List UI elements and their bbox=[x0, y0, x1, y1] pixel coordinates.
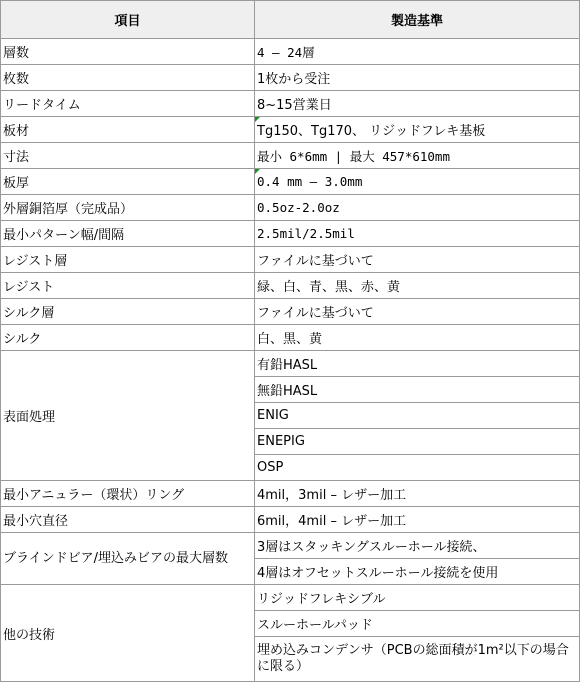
table-row bbox=[1, 481, 580, 507]
table-row bbox=[1, 299, 580, 325]
table-header-row bbox=[1, 1, 580, 39]
table-row bbox=[1, 143, 580, 169]
value-cell: 白、黒、黄 bbox=[255, 325, 580, 351]
table-row bbox=[1, 91, 580, 117]
value-cell: 8~15営業日 bbox=[255, 91, 580, 117]
value-cell: 埋め込みコンデンサ（PCBの総面積が1m²以下の場合に限る） bbox=[255, 637, 580, 682]
table-row bbox=[1, 65, 580, 91]
value-cell: 0.4 mm – 3.0mm bbox=[255, 169, 580, 195]
value-cell: 6mil，4mil – レザー加工 bbox=[255, 507, 580, 533]
value-cell: 緑、白、青、黒、赤、黄 bbox=[255, 273, 580, 299]
value-cell: ファイルに基づいて bbox=[255, 299, 580, 325]
table-row bbox=[1, 325, 580, 351]
value-cell: 2.5mil/2.5mil bbox=[255, 221, 580, 247]
item-cell: レジスト bbox=[1, 273, 255, 299]
table-row bbox=[1, 221, 580, 247]
value-cell: 最小 6*6mm | 最大 457*610mm bbox=[255, 143, 580, 169]
item-cell: 寸法 bbox=[1, 143, 255, 169]
value-cell: 有鉛HASL bbox=[255, 351, 580, 377]
value-cell: ファイルに基づいて bbox=[255, 247, 580, 273]
item-cell: 他の技術 bbox=[1, 585, 255, 682]
item-cell: レジスト層 bbox=[1, 247, 255, 273]
value-cell: リジッドフレキシブル bbox=[255, 585, 580, 611]
value-cell: 4層はオフセットスルーホール接続を使用 bbox=[255, 559, 580, 585]
table-row bbox=[1, 117, 580, 143]
table-row bbox=[1, 351, 580, 377]
table-row bbox=[1, 507, 580, 533]
value-cell: ENIG bbox=[255, 403, 580, 429]
item-cell: シルク bbox=[1, 325, 255, 351]
item-cell: ブラインドビア/埋込みビアの最大層数 bbox=[1, 533, 255, 585]
value-cell: ENEPIG bbox=[255, 429, 580, 455]
value-cell: 1枚から受注 bbox=[255, 65, 580, 91]
value-cell: 4 – 24層 bbox=[255, 39, 580, 65]
value-cell: スルーホールパッド bbox=[255, 611, 580, 637]
column-header-item: 項目 bbox=[1, 1, 255, 39]
item-cell: 外層銅箔厚（完成品） bbox=[1, 195, 255, 221]
value-cell: 0.5oz-2.0oz bbox=[255, 195, 580, 221]
item-cell: 板厚 bbox=[1, 169, 255, 195]
table-row bbox=[1, 273, 580, 299]
value-cell: 無鉛HASL bbox=[255, 377, 580, 403]
table-row bbox=[1, 169, 580, 195]
item-cell: 枚数 bbox=[1, 65, 255, 91]
table-row bbox=[1, 533, 580, 559]
item-cell: 板材 bbox=[1, 117, 255, 143]
item-cell: シルク層 bbox=[1, 299, 255, 325]
item-cell: 最小穴直径 bbox=[1, 507, 255, 533]
column-header-standard: 製造基準 bbox=[255, 1, 580, 39]
item-cell: 表面処理 bbox=[1, 351, 255, 481]
item-cell: リードタイム bbox=[1, 91, 255, 117]
table-row bbox=[1, 585, 580, 611]
table-row bbox=[1, 195, 580, 221]
table-row bbox=[1, 39, 580, 65]
value-cell: Tg150、Tg170、 リジッドフレキ基板 bbox=[255, 117, 580, 143]
table-row bbox=[1, 247, 580, 273]
value-cell: 4mil，3mil – レザー加工 bbox=[255, 481, 580, 507]
item-cell: 層数 bbox=[1, 39, 255, 65]
item-cell: 最小アニュラー（環状）リング bbox=[1, 481, 255, 507]
value-cell: 3層はスタッキングスルーホール接続、 bbox=[255, 533, 580, 559]
item-cell: 最小パターン幅/間隔 bbox=[1, 221, 255, 247]
value-cell: OSP bbox=[255, 455, 580, 481]
